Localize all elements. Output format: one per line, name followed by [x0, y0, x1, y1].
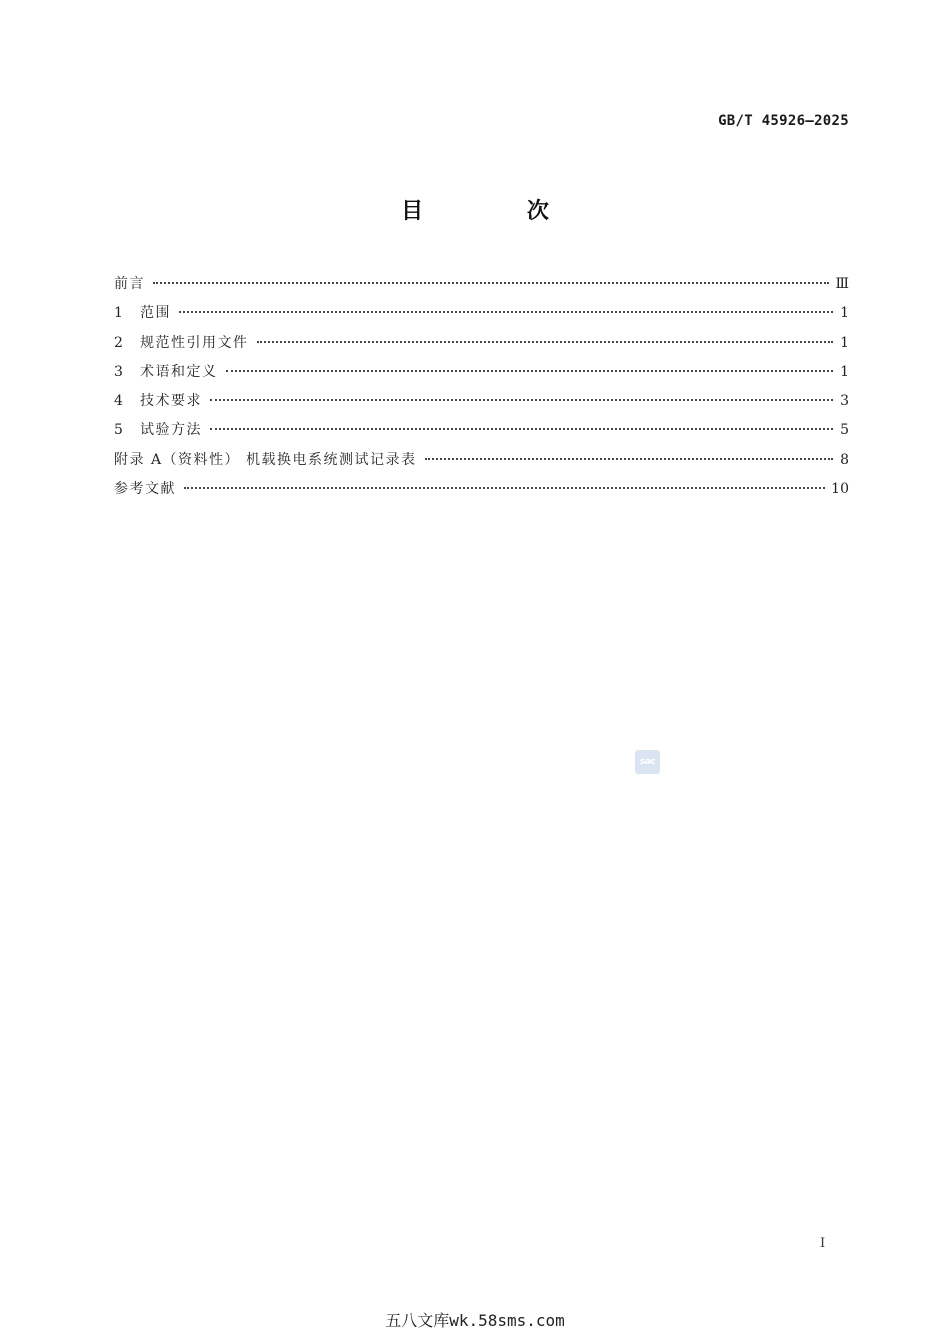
dot-leader	[210, 399, 833, 401]
toc-entry-label	[114, 274, 145, 294]
toc-entry-page: 1	[840, 305, 849, 322]
toc-entry-appendix-a[interactable]	[114, 450, 849, 479]
dot-leader	[210, 428, 833, 430]
standard-number: GB/T 45926—2025	[718, 113, 849, 129]
toc-entry-text: 试验方法	[140, 422, 202, 439]
toc-entry-number: 1	[114, 305, 123, 322]
toc-entry-foreword[interactable]	[114, 274, 849, 303]
toc-entry-number: 5	[114, 422, 123, 439]
toc-entry-page: 10	[831, 481, 849, 498]
dot-leader	[153, 282, 829, 284]
dot-leader	[179, 311, 833, 313]
toc-entry-text: 术语和定义	[140, 363, 218, 380]
sac-watermark-logo: sac	[635, 750, 660, 774]
toc-entry-test-methods[interactable]	[114, 420, 849, 449]
toc-entry-label	[114, 450, 417, 470]
dot-leader	[257, 341, 834, 343]
toc-entry-bibliography[interactable]	[114, 479, 849, 508]
toc-entry-page: 8	[840, 451, 849, 468]
toc-entry-number: 2	[114, 334, 123, 351]
page-number: I	[820, 1236, 826, 1251]
toc-entry-number: 4	[114, 393, 123, 410]
toc-entry-text: 附录 A（资料性） 机载换电系统测试记录表	[114, 451, 417, 468]
toc-entry-text: 参考文献	[114, 481, 176, 498]
toc-entry-scope[interactable]	[114, 303, 849, 332]
toc-entry-label	[114, 479, 176, 499]
toc-entry-page: 1	[840, 363, 849, 380]
dot-leader	[226, 370, 834, 372]
toc-entry-technical-requirements[interactable]	[114, 391, 849, 420]
toc-entry-terms-definitions[interactable]	[114, 362, 849, 391]
toc-entry-page: Ⅲ	[835, 276, 849, 292]
toc-entry-normative-references[interactable]	[114, 333, 849, 362]
toc-entry-page: 3	[840, 393, 849, 410]
toc-entry-page: 5	[840, 422, 849, 439]
toc-entry-text: 技术要求	[140, 393, 202, 410]
toc-entry-label	[114, 362, 218, 382]
toc-entry-text: 前言	[114, 276, 145, 292]
toc-entry-text: 范围	[140, 305, 171, 322]
toc-entry-label	[114, 333, 249, 353]
toc-entry-label	[114, 391, 202, 411]
toc-title: 目 次	[401, 199, 597, 224]
toc-entry-label	[114, 420, 202, 440]
table-of-contents	[114, 274, 849, 508]
dot-leader	[425, 458, 833, 460]
toc-entry-text: 规范性引用文件	[140, 334, 249, 351]
dot-leader	[184, 487, 825, 489]
toc-entry-number: 3	[114, 363, 123, 380]
toc-entry-label	[114, 303, 171, 323]
footer-source-text: 五八文库wk.58sms.com	[385, 1311, 565, 1330]
toc-entry-page: 1	[840, 334, 849, 351]
